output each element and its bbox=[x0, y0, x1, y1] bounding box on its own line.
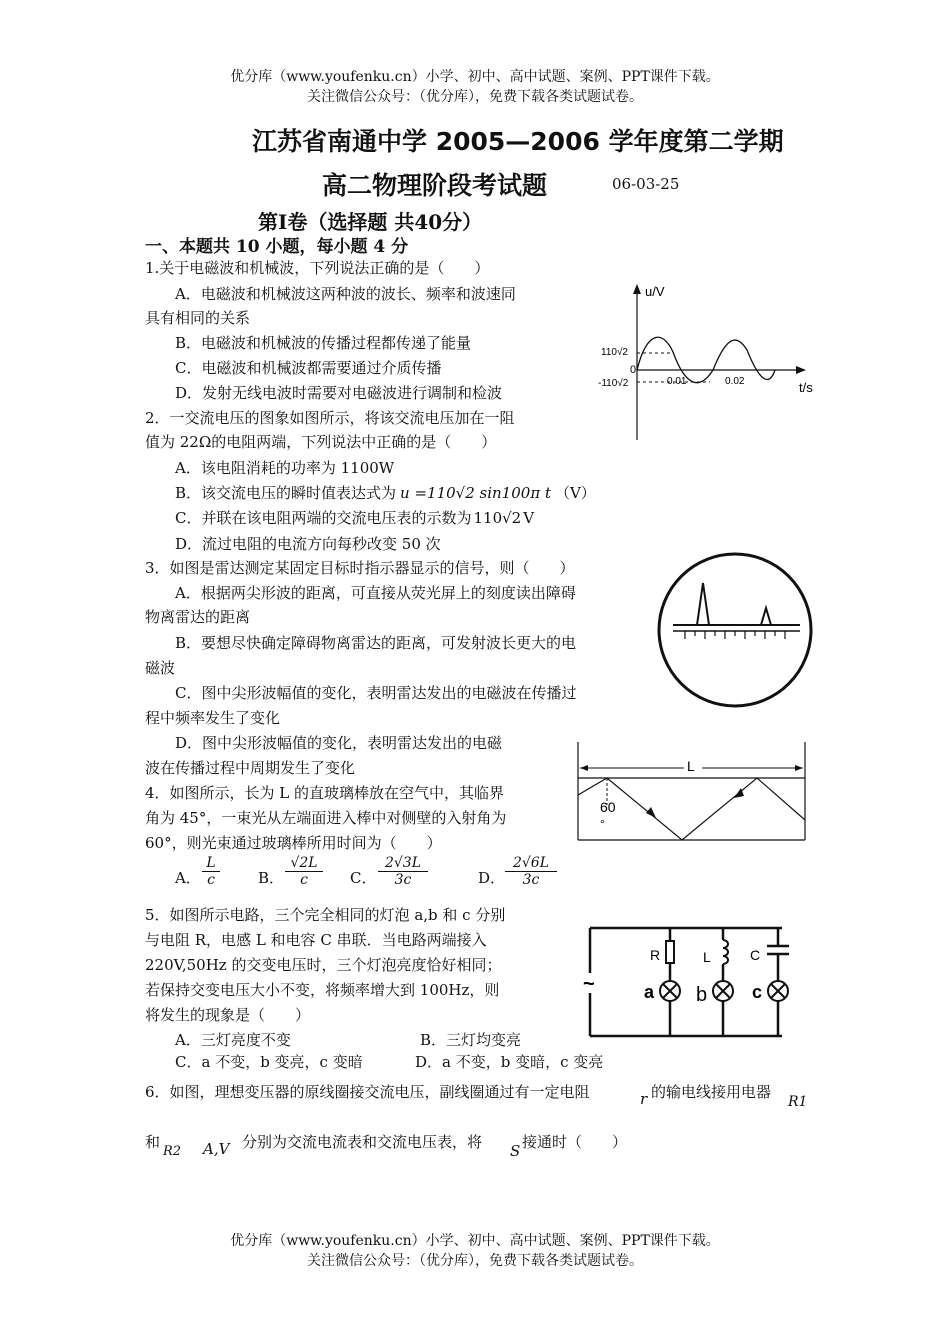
q1-option-b: B．电磁波和机械波的传播过程都传递了能量 bbox=[175, 334, 472, 352]
q2-option-b-unit: （V） bbox=[554, 484, 596, 502]
graph-t2: 0.02 bbox=[725, 376, 745, 387]
q4-option-c-fraction bbox=[378, 855, 428, 888]
q4-option-b-label: B． bbox=[258, 869, 285, 887]
q2-stem-2 bbox=[145, 430, 496, 455]
inductor-symbol bbox=[723, 940, 728, 964]
q2-option-c-expr: 110√2 bbox=[473, 509, 522, 527]
graph-ypos: 110√2 bbox=[601, 347, 628, 358]
q2-option-c bbox=[175, 506, 534, 531]
q6-stem-1a: 6．如图，理想变压器的原线圈接交流电压，副线圈通过有一定电阻 bbox=[145, 1083, 590, 1101]
q4-stem-3: 60°，则光束通过玻璃棒所用时间为（ ） bbox=[145, 834, 442, 852]
q6-stem-2b: 分别为交流电流表和交流电压表，将 bbox=[242, 1133, 483, 1151]
q4-option-c-label: C． bbox=[350, 869, 377, 887]
q5-option-c: C．a 不变，b 变亮，c 变暗 bbox=[175, 1053, 363, 1071]
ohm-symbol: Ω bbox=[198, 433, 212, 451]
q4-c-numerator: 2√3L bbox=[378, 855, 428, 872]
circuit-label-b: b bbox=[696, 984, 708, 1006]
q4-option-d-label: D． bbox=[478, 869, 506, 887]
q5-stem-2: 与电阻 R，电感 L 和电容 C 串联．当电路两端接入 bbox=[145, 931, 487, 949]
exam-subtitle: 高二物理阶段考试题 bbox=[322, 171, 548, 200]
circuit-label-R: R bbox=[650, 947, 661, 963]
graph-ylabel: u/V bbox=[645, 284, 665, 299]
q3-option-c-cont: 程中频率发生了变化 bbox=[145, 709, 281, 727]
q2-stem-1: 2．一交流电压的图象如图所示，将该交流电压加在一阻 bbox=[145, 409, 515, 427]
q2-option-c-text: C．并联在该电阻两端的交流电压表的示数为 bbox=[175, 509, 472, 527]
q3-stem: 3．如图是雷达测定某固定目标时指示器显示的信号，则（ ） bbox=[145, 559, 575, 577]
q1-option-a-cont: 具有相同的关系 bbox=[145, 309, 251, 327]
q4-b-denominator: c bbox=[300, 872, 308, 888]
graph-t1: 0.01 bbox=[667, 376, 687, 387]
q1-option-d: D．发射无线电波时需要对电磁波进行调制和检波 bbox=[175, 384, 503, 402]
q3-option-a: A．根据两尖形波的距离，可直接从荧光屏上的刻度读出障碍 bbox=[175, 584, 576, 602]
x-axis-arrow-icon bbox=[796, 366, 806, 374]
q6-stem-1b: 的输电线接用电器 bbox=[651, 1083, 772, 1101]
q1-stem: 1.关于电磁波和机械波，下列说法正确的是（ ） bbox=[145, 259, 490, 277]
section-title: 一、本题共 10 小题，每小题 4 分 bbox=[145, 237, 409, 257]
q6-var-R2: R2 bbox=[163, 1144, 182, 1159]
q5-stem-1: 5．如图所示电路，三个完全相同的灯泡 a,b 和 c 分别 bbox=[145, 906, 506, 924]
q5-option-b: B．三灯均变亮 bbox=[420, 1031, 522, 1049]
circuit-label-a: a bbox=[644, 982, 655, 1002]
graph-yneg: -110√2 bbox=[598, 378, 629, 389]
q5-option-a: A．三灯亮度不变 bbox=[175, 1031, 291, 1049]
glass-rod-figure bbox=[572, 740, 812, 845]
dim-arrow-right-icon bbox=[795, 765, 803, 771]
radar-screen-circle bbox=[659, 554, 811, 706]
part-title: 第Ⅰ卷（选择题 共40分） bbox=[258, 210, 483, 234]
q4-option-d-fraction bbox=[505, 855, 557, 888]
q2-option-a: A．该电阻消耗的功率为 1100W bbox=[175, 459, 395, 477]
ac-source-icon: ~ bbox=[583, 973, 595, 995]
footer-line-1: 优分库（www.youfenku.cn）小学、初中、高中试题、案例、PPT课件下载。 bbox=[230, 1233, 720, 1249]
radar-pulse-small bbox=[761, 608, 771, 625]
header-line-1: 优分库（www.youfenku.cn）小学、初中、高中试题、案例、PPT课件下载。 bbox=[230, 69, 720, 85]
circuit-figure bbox=[582, 918, 802, 1043]
q4-a-numerator: L bbox=[202, 855, 220, 872]
q6-stem-1 bbox=[145, 1080, 590, 1105]
resistor-symbol bbox=[666, 941, 674, 963]
radar-screen-figure bbox=[655, 550, 815, 710]
q2-stem-2a: 值为 22 bbox=[145, 433, 199, 451]
q3-option-a-cont: 物离雷达的距离 bbox=[145, 608, 251, 626]
q1-option-a: A．电磁波和机械波这两种波的波长、频率和波速同 bbox=[175, 285, 516, 303]
q6-var-R1: R1 bbox=[788, 1094, 808, 1110]
sine-curve bbox=[637, 337, 775, 382]
q3-option-b: B．要想尽快确定障碍物离雷达的距离，可发射波长更大的电 bbox=[175, 634, 577, 652]
q6-stem-2c: 接通时（ ） bbox=[522, 1133, 628, 1151]
voltage-graph bbox=[595, 280, 825, 445]
q4-option-b-fraction bbox=[285, 855, 323, 888]
exam-date: 06-03-25 bbox=[612, 175, 680, 193]
q4-d-numerator: 2√6L bbox=[505, 855, 557, 872]
header-line-2: 关注微信公众号：（优分库），免费下载各类试题试卷。 bbox=[307, 89, 643, 105]
ray-arrow-icon bbox=[646, 807, 656, 818]
q4-stem-1: 4．如图所示，长为 L 的直玻璃棒放在空气中，其临界 bbox=[145, 784, 505, 802]
circuit-label-C: C bbox=[750, 947, 761, 963]
q3-option-b-cont: 磁波 bbox=[145, 659, 176, 677]
y-axis-arrow-icon bbox=[633, 284, 641, 294]
q5-stem-3: 220V,50Hz 的交变电压时，三个灯泡亮度恰好相同； bbox=[145, 956, 502, 974]
q4-d-denominator: 3c bbox=[522, 872, 540, 888]
graph-origin: 0 bbox=[630, 364, 637, 376]
q5-stem-5: 将发生的现象是（ ） bbox=[145, 1006, 311, 1024]
dim-arrow-left-icon bbox=[580, 765, 588, 771]
q2-stem-2b: 的电阻两端，下列说法中正确的是（ ） bbox=[211, 433, 497, 451]
q6-var-S: S bbox=[510, 1142, 521, 1160]
graph-xlabel: t/s bbox=[799, 380, 813, 395]
q2-option-d: D．流过电阻的电流方向每秒改变 50 次 bbox=[175, 535, 441, 553]
q4-option-a-label: A． bbox=[175, 869, 201, 887]
q6-stem-2a: 和 bbox=[145, 1133, 161, 1151]
q3-option-d-cont: 波在传播过程中周期发生了变化 bbox=[145, 759, 356, 777]
q3-option-c: C．图中尖形波幅值的变化，表明雷达发出的电磁波在传播过 bbox=[175, 684, 577, 702]
fig-angle-label: 60 bbox=[600, 799, 616, 815]
q5-stem-4: 若保持交变电压大小不变，将频率增大到 100Hz，则 bbox=[145, 981, 500, 999]
footer-line-2: 关注微信公众号：（优分库），免费下载各类试题试卷。 bbox=[307, 1253, 643, 1269]
q3-option-d: D．图中尖形波幅值的变化，表明雷达发出的电磁 bbox=[175, 734, 503, 752]
q4-b-numerator: √2L bbox=[285, 855, 323, 872]
q2-option-b bbox=[175, 481, 596, 506]
q5-option-d: D．a 不变，b 变暗，c 变亮 bbox=[415, 1053, 604, 1071]
q4-option-a-fraction bbox=[202, 855, 220, 888]
radar-pulse-large bbox=[697, 583, 709, 625]
fig-degree-label: ° bbox=[600, 817, 605, 831]
circuit-label-c: c bbox=[752, 982, 763, 1002]
fig-length-label: L bbox=[687, 758, 695, 774]
q4-c-denominator: 3c bbox=[394, 872, 412, 888]
q1-option-c: C．电磁波和机械波都需要通过介质传播 bbox=[175, 359, 442, 377]
q6-var-r: r bbox=[640, 1090, 648, 1108]
q4-stem-2: 角为 45°，一束光从左端面进入棒中对侧壁的入射角为 bbox=[145, 809, 507, 827]
q2-option-c-unit: V bbox=[523, 509, 535, 527]
q4-a-denominator: c bbox=[207, 872, 215, 888]
q2-option-b-expr: u =110√2 sin100π t bbox=[400, 484, 551, 502]
q6-var-AV: A,V bbox=[203, 1140, 230, 1158]
q2-option-b-text: B．该交流电压的瞬时值表达式为 bbox=[175, 484, 397, 502]
exam-title: 江苏省南通中学 2005—2006 学年度第二学期 bbox=[252, 127, 784, 156]
circuit-label-L: L bbox=[703, 949, 711, 965]
